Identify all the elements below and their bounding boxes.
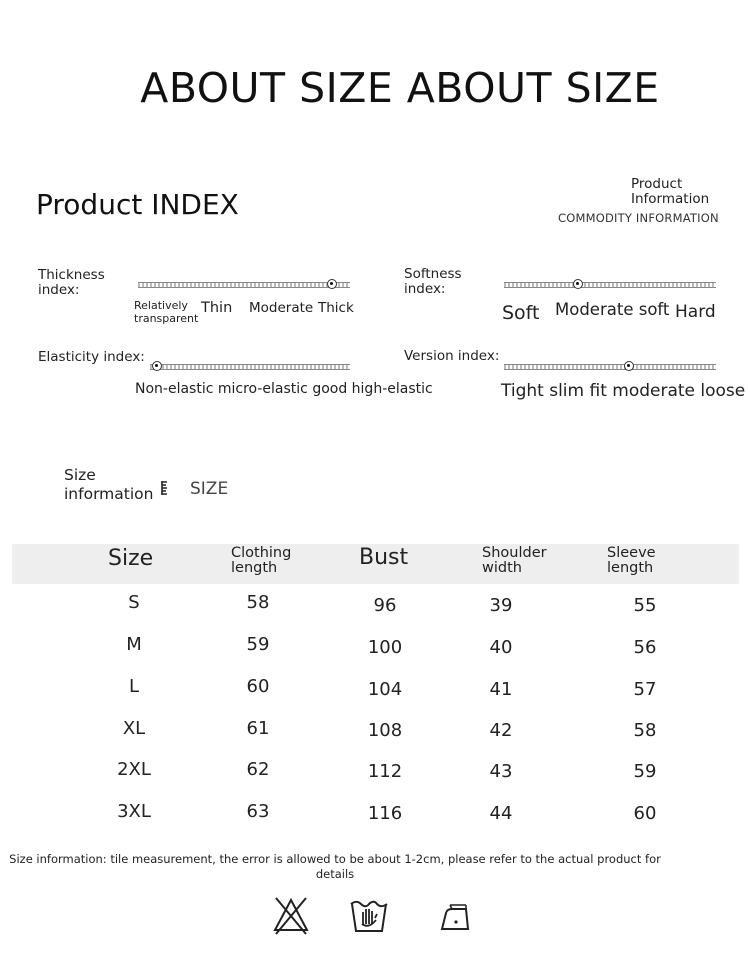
softness-index-label: [404, 267, 462, 297]
header-shoulder-line2: width: [482, 560, 522, 576]
softness-slider-track: [504, 282, 716, 288]
cell-sleeve-length: 55: [633, 595, 657, 616]
page-title: ABOUT SIZE ABOUT SIZE: [140, 64, 660, 112]
header-shoulder-line1: Shoulder: [482, 545, 547, 561]
cell-bust: 96: [373, 595, 397, 616]
header-size: Size: [108, 546, 154, 571]
header-clothing-line1: Clothing: [231, 545, 292, 561]
hand-wash-icon: [349, 898, 389, 934]
cell-bust: 112: [367, 761, 403, 782]
thickness-option1-line1: Relatively: [134, 299, 188, 312]
version-slider-track: [504, 364, 716, 370]
cell-clothing-length: 58: [246, 592, 270, 613]
cell-clothing-length: 62: [246, 759, 270, 780]
softness-option-moderate-soft: Moderate soft: [555, 300, 670, 319]
softness-option-soft: Soft: [502, 302, 540, 324]
size-information-line2: information: [64, 485, 154, 503]
cell-size: L: [128, 676, 140, 697]
cell-shoulder-width: 40: [489, 637, 513, 658]
version-slider-knob: [624, 361, 634, 371]
cell-size: M: [126, 634, 142, 655]
cell-size: 2XL: [117, 759, 151, 780]
cell-bust: 108: [367, 720, 403, 741]
cell-shoulder-width: 39: [489, 595, 513, 616]
cell-bust: 104: [367, 679, 403, 700]
cell-shoulder-width: 41: [489, 679, 513, 700]
elasticity-index-label: Elasticity index:: [38, 349, 145, 365]
cell-sleeve-length: 56: [633, 637, 657, 658]
cell-size: 3XL: [117, 801, 151, 822]
thickness-option1-line2: transparent: [134, 312, 199, 325]
cell-bust: 100: [367, 637, 403, 658]
cell-clothing-length: 63: [246, 801, 270, 822]
thickness-option-thin: Thin: [201, 300, 233, 316]
header-shoulder-width: [482, 546, 547, 576]
size-label-en: SIZE: [190, 479, 229, 499]
cell-clothing-length: 61: [246, 718, 270, 739]
product-information-line1: Product: [631, 176, 683, 192]
cell-shoulder-width: 44: [489, 803, 513, 824]
cell-size: S: [128, 592, 140, 613]
cell-clothing-length: 60: [246, 676, 270, 697]
softness-label-line1: Softness: [404, 266, 462, 282]
cell-clothing-length: 59: [246, 634, 270, 655]
ruler-icon: [160, 480, 170, 496]
elasticity-options: Non-elastic micro-elastic good high-elastic: [135, 381, 433, 397]
product-information-label: [631, 177, 709, 207]
version-options: Tight slim fit moderate loose: [501, 381, 746, 401]
header-bust: Bust: [359, 545, 409, 570]
thickness-option-moderate: Moderate: [249, 300, 314, 316]
softness-label-line2: index:: [404, 281, 446, 297]
header-clothing-line2: length: [231, 560, 278, 576]
version-index-label: Version index:: [404, 348, 500, 364]
cell-sleeve-length: 57: [633, 679, 657, 700]
cell-shoulder-width: 42: [489, 720, 513, 741]
product-information-line2: Information: [631, 191, 710, 207]
thickness-slider-knob: [327, 279, 337, 289]
footnote-line1: Size information: tile measurement, the error is allowed to be about 1-2cm, please refer to the actual product for: [9, 852, 661, 866]
thickness-option-relatively-transparent: [134, 299, 198, 325]
thickness-index-label: [38, 268, 105, 298]
size-information-label: [64, 466, 153, 504]
elasticity-slider-knob: [152, 361, 162, 371]
cell-bust: 116: [367, 803, 403, 824]
commodity-information-label: COMMODITY INFORMATION: [558, 211, 719, 225]
header-clothing-length: [231, 546, 291, 576]
iron-icon: [438, 903, 472, 933]
elasticity-slider-track: [150, 364, 350, 370]
thickness-label-line1: Thickness: [38, 267, 105, 283]
size-information-line1: Size: [64, 466, 96, 484]
softness-option-hard: Hard: [675, 302, 716, 322]
thickness-option-thick: Thick: [318, 300, 354, 316]
header-sleeve-line1: Sleeve: [607, 545, 656, 561]
cell-sleeve-length: 60: [633, 803, 657, 824]
no-bleach-icon: [272, 896, 310, 936]
product-index-heading: Product INDEX: [36, 188, 239, 221]
cell-sleeve-length: 59: [633, 761, 657, 782]
cell-sleeve-length: 58: [633, 720, 657, 741]
cell-size: XL: [122, 718, 146, 739]
thickness-label-line2: index:: [38, 282, 80, 298]
header-sleeve-length: [607, 546, 656, 576]
softness-slider-knob: [573, 279, 583, 289]
size-footnote: [0, 852, 670, 881]
cell-shoulder-width: 43: [489, 761, 513, 782]
thickness-slider-track: [138, 282, 350, 288]
header-sleeve-line2: length: [607, 560, 654, 576]
footnote-line2: details: [315, 866, 355, 881]
